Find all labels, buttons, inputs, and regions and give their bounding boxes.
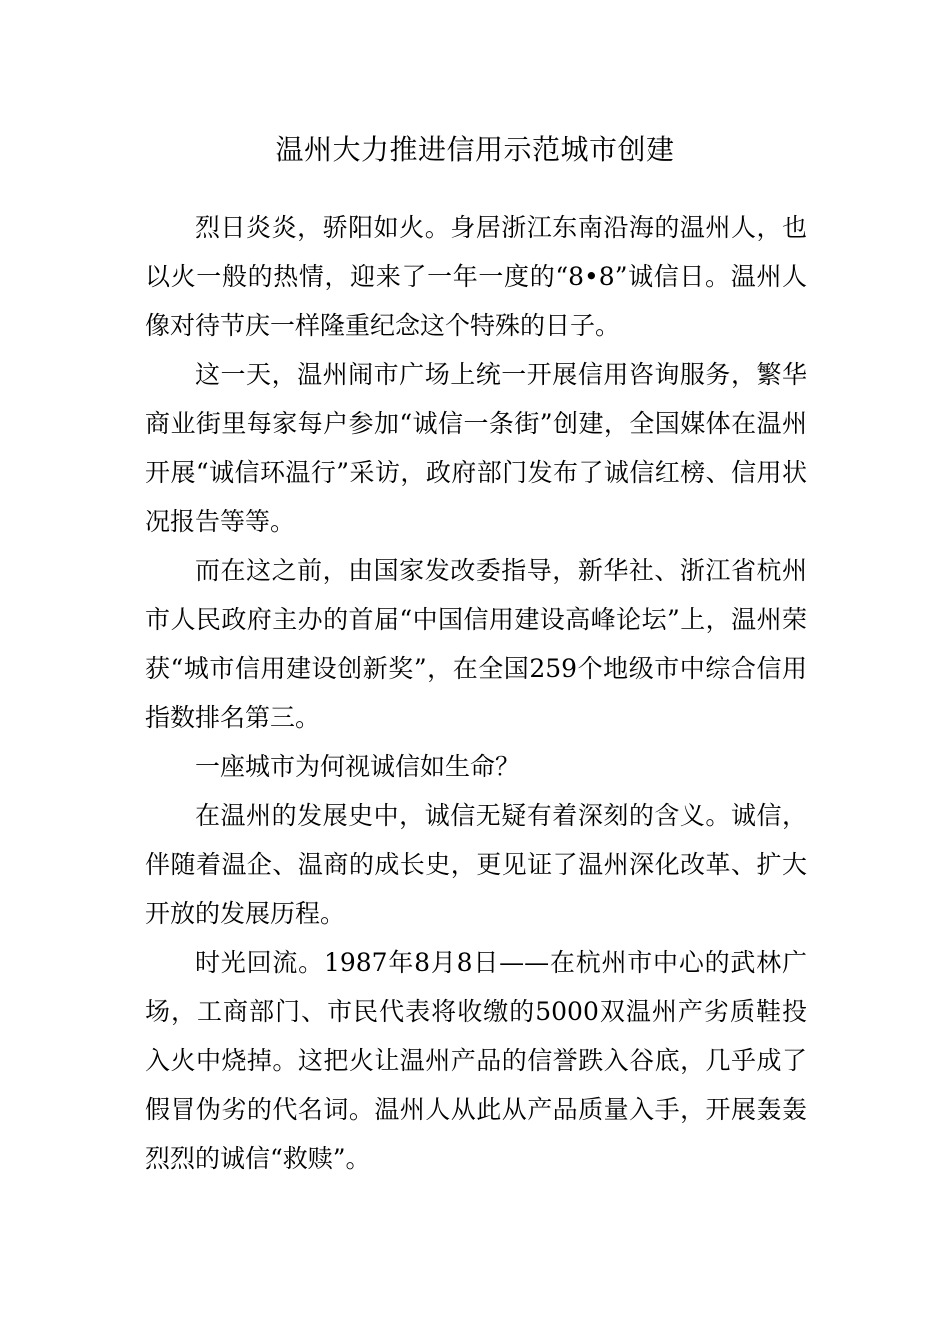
paragraph: 时光回流。1987年8月8日——在杭州市中心的武林广场，工商部门、市民代表将收缴的5000双温州产劣质鞋投入火中烧掉。这把火让温州产品的信誉跌入谷底，几乎成了假冒伪劣的代名词。温州人从此从产品质量入手，开展轰轰烈烈的诚信“救赎”。 bbox=[145, 948, 807, 1173]
paragraph: 一座城市为何视诚信如生命？ bbox=[195, 752, 521, 781]
paragraph: 而在这之前，由国家发改委指导，新华社、浙江省杭州市人民政府主办的首届“中国信用建设高峰论坛”上，温州荣获“城市信用建设创新奖”，在全国259个地级市中综合信用指数排名第三。 bbox=[145, 556, 807, 732]
document-title: 温州大力推进信用示范城市创建 bbox=[275, 133, 675, 166]
paragraph: 烈日炎炎，骄阳如火。身居浙江东南沿海的温州人，也以火一般的热情，迎来了一年一度的“8•8”诚信日。温州人像对待节庆一样隆重纪念这个特殊的日子。 bbox=[145, 213, 807, 340]
document-body bbox=[145, 203, 807, 1183]
paragraph: 在温州的发展史中，诚信无疑有着深刻的含义。诚信，伴随着温企、温商的成长史，更见证了温州深化改革、扩大开放的发展历程。 bbox=[145, 801, 807, 928]
paragraph: 这一天，温州闹市广场上统一开展信用咨询服务，繁华商业街里每家每户参加“诚信一条街”创建，全国媒体在温州开展“诚信环温行”采访，政府部门发布了诚信红榜、信用状况报告等等。 bbox=[145, 360, 807, 536]
